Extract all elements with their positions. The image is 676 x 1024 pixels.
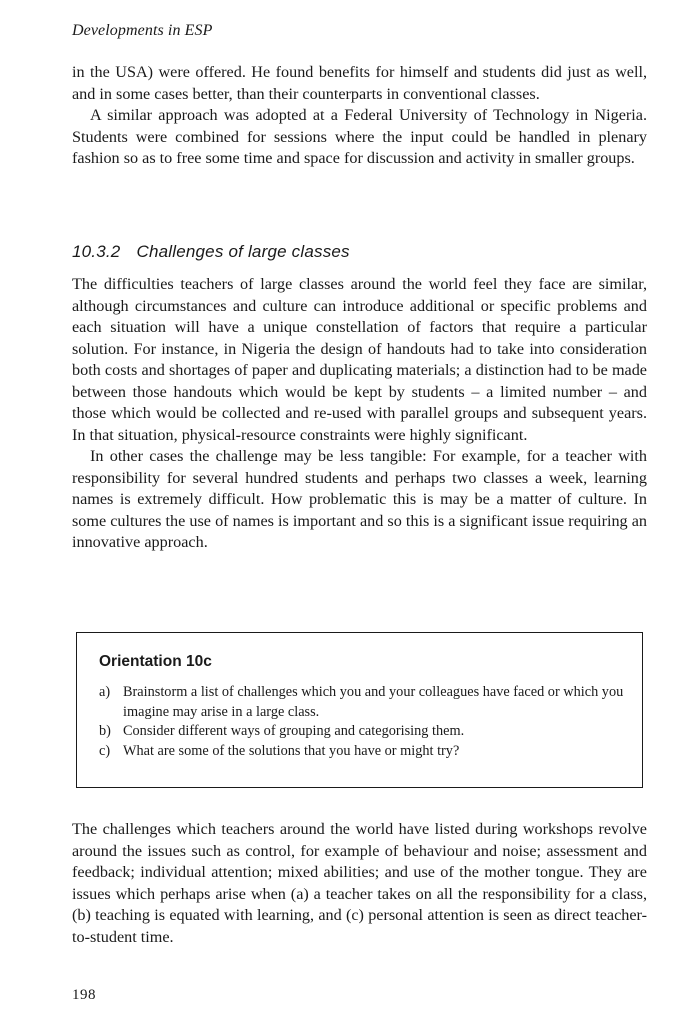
- orientation-list: [99, 683, 629, 761]
- running-head: Developments in ESP: [72, 22, 213, 39]
- list-item: [99, 722, 629, 742]
- paragraph: The challenges which teachers around the world have listed during workshops revolve around the issues such as control, for example of behaviour and noise; assessment and feedback; individual attention; mixed abilities; and use of the mother tongue. They are issues which perhaps arise when (a) a teacher takes on all the responsibility for a class, (b) teaching is equated with learning, and (c) personal attention is seen as direct teacher-to-student time.: [72, 820, 647, 946]
- list-marker: c): [99, 742, 111, 759]
- section-title: Challenges of large classes: [136, 242, 350, 261]
- paragraph: In other cases the challenge may be less tangible: For example, for a teacher with responsibility for several hundred students and perhaps two classes a week, learning names is extremely difficult. How problematic this is may be a matter of culture. In some cultures the use of names is important and so this is a significant issue requiring an innovative approach.: [72, 447, 647, 551]
- list-item-text: What are some of the solutions that you have or might try?: [123, 742, 460, 759]
- orientation-box: [76, 632, 643, 788]
- list-marker: b): [99, 723, 111, 739]
- text-block-workshops: [72, 819, 647, 948]
- list-item-text: Consider different ways of grouping and categorising them.: [123, 723, 465, 739]
- paragraph: A similar approach was adopted at a Federal University of Technology in Nigeria. Students were combined for sessions where the input could be handled in plenary fashion so as to free some time and space for discussion and activity in smaller groups.: [72, 106, 647, 167]
- list-item-text: Brainstorm a list of challenges which you and your colleagues have faced or which you imagine may arise in a large class.: [123, 684, 624, 720]
- list-item: [99, 683, 629, 722]
- book-page: [72, 0, 647, 1024]
- paragraph: in the USA) were offered. He found benefits for himself and students did just as well, and in some cases better, than their counterparts in conventional classes.: [72, 63, 647, 103]
- list-marker: a): [99, 684, 111, 700]
- section-heading: [72, 242, 350, 262]
- list-item: [99, 742, 629, 762]
- section-number: 10.3.2: [72, 242, 121, 261]
- orientation-title: Orientation 10c: [99, 653, 212, 670]
- text-block-intro: [72, 62, 647, 170]
- paragraph: The difficulties teachers of large classes around the world feel they face are similar, although circumstances and culture can introduce additional or specific problems and each situation will have a unique constellation of factors that require a particular solution. For instance, in Nigeria the design of handouts had to take into consideration both costs and shortages of paper and duplicating materials; a distinction had to be made between those handouts which would be kept by students – a limited number – and those which would be collected and re-used with parallel groups and subsequent years. In that situation, physical-resource constraints were highly significant.: [72, 275, 647, 444]
- page-number: 198: [72, 987, 96, 1003]
- text-block-challenges: [72, 274, 647, 554]
